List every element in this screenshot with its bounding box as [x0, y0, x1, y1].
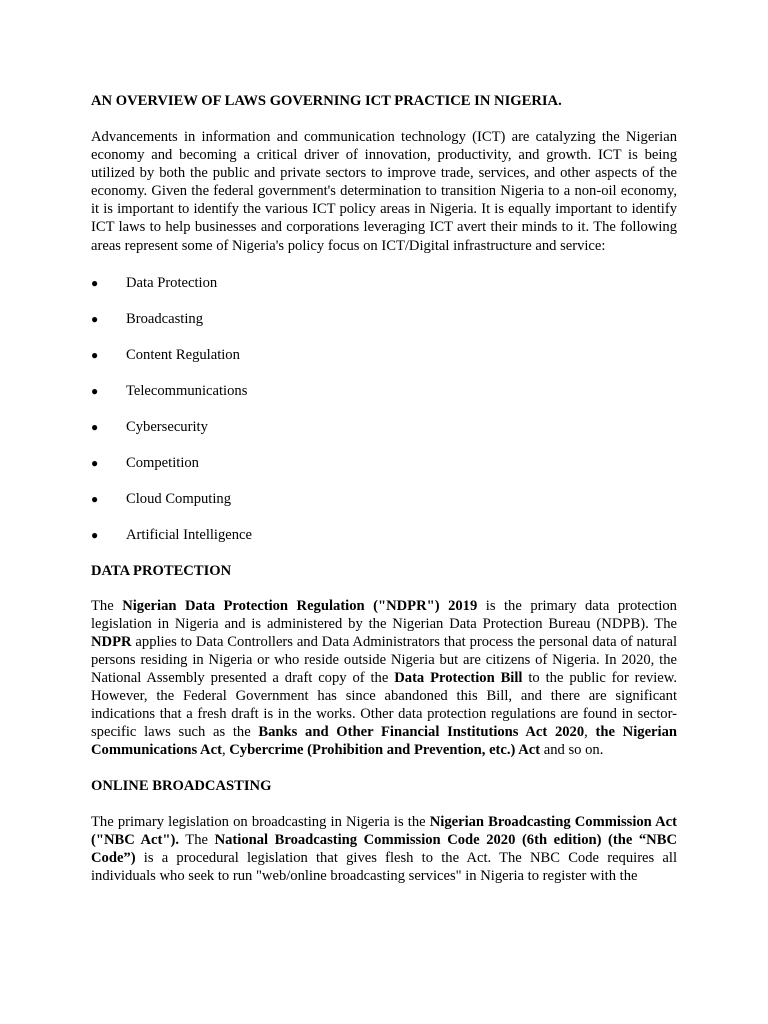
text-run: ,: [221, 742, 230, 759]
list-item: [91, 346, 677, 364]
bullet-icon: ●: [91, 275, 99, 290]
bold-run: Nigerian Data Protection Regulation ("NDPR") 2019: [122, 597, 478, 614]
document-body: [91, 92, 677, 885]
text-run: and so on.: [540, 742, 604, 759]
list-item: [91, 310, 677, 328]
document-title: AN OVERVIEW OF LAWS GOVERNING ICT PRACTICE IN NIGERIA.: [91, 93, 562, 109]
list-item: [91, 454, 677, 472]
list-item: [91, 526, 677, 544]
list-item-label: Data Protection: [126, 274, 218, 291]
text-run: The primary legislation on broadcasting in Nigeria is the: [91, 813, 430, 830]
policy-areas-list: [91, 274, 677, 544]
text-run: The: [91, 597, 123, 614]
list-item-label: Telecommunications: [126, 382, 248, 399]
list-item-label: Content Regulation: [126, 346, 240, 363]
text-run: applies to Data Controllers and Data Administrators that process the personal data of natural persons residing in Nigeria or who reside outside Nigeria but are citizens of Nigeria. In 2020, the National Assembly presented a draft copy of the: [91, 633, 677, 687]
list-item-label: Artificial Intelligence: [126, 526, 253, 543]
list-item: [91, 274, 677, 292]
section-heading-data-protection: DATA PROTECTION: [91, 562, 232, 579]
list-item-label: Cybersecurity: [126, 418, 208, 435]
text-run: is the primary data protection legislation in Nigeria and is administered by the Nigerian Data Protection Bureau (NDPB). The: [91, 597, 677, 632]
bold-run: Cybercrime (Prohibition and Prevention, etc.) Act: [229, 742, 541, 759]
text-run: is a procedural legislation that gives flesh to the Act. The NBC Code requires all individuals who seek to run "web/online broadcasting services" in Nigeria to register with the: [91, 849, 677, 884]
bold-run: Nigerian Broadcasting Commission Act ("NBC Act").: [91, 813, 677, 848]
bullet-icon: ●: [91, 527, 99, 542]
bold-run: NDPR: [91, 633, 132, 650]
text-run: The: [179, 831, 215, 848]
text-run: to the public for review. However, the Federal Government has since abandoned this Bill, and there are significant indications that a fresh draft is in the works. Other data protection regulations are found in sector-specific laws such as the: [91, 670, 677, 741]
bullet-icon: ●: [91, 491, 99, 506]
list-item-label: Competition: [126, 454, 199, 471]
bullet-icon: ●: [91, 311, 99, 326]
bold-run: National Broadcasting Commission Code 2020 (6th edition) (the “NBC Code”): [91, 831, 677, 866]
data-protection-paragraph: [91, 597, 677, 760]
list-item: [91, 418, 677, 436]
bullet-icon: ●: [91, 455, 99, 470]
text-run: ,: [584, 724, 596, 741]
bullet-icon: ●: [91, 347, 99, 362]
bold-run: Banks and Other Financial Institutions Act 2020: [258, 724, 585, 741]
bullet-icon: ●: [91, 383, 99, 398]
list-item-label: Broadcasting: [126, 310, 204, 327]
section-heading-online-broadcasting: ONLINE BROADCASTING: [91, 777, 272, 794]
list-item: [91, 490, 677, 508]
list-item-label: Cloud Computing: [126, 490, 232, 507]
bullet-icon: ●: [91, 419, 99, 434]
intro-paragraph: Advancements in information and communication technology (ICT) are catalyzing the Nigerian economy and becoming a critical driver of innovation, productivity, and growth. ICT is being utilized by both the public and private sectors to improve trade, services, and other aspects of the economy. Given the federal government's determination to transition Nigeria to a non-oil economy, it is important to identify the various ICT policy areas in Nigeria. It is equally important to identify ICT laws to help businesses and corporations leveraging ICT avert their minds to it. The following areas represent some of Nigeria's policy focus on ICT/Digital infrastructure and service:: [91, 129, 677, 254]
bold-run: the Nigerian Communications Act: [91, 724, 677, 759]
online-broadcasting-paragraph: [91, 813, 677, 885]
bold-run: Data Protection Bill: [394, 670, 523, 687]
list-item: [91, 382, 677, 400]
